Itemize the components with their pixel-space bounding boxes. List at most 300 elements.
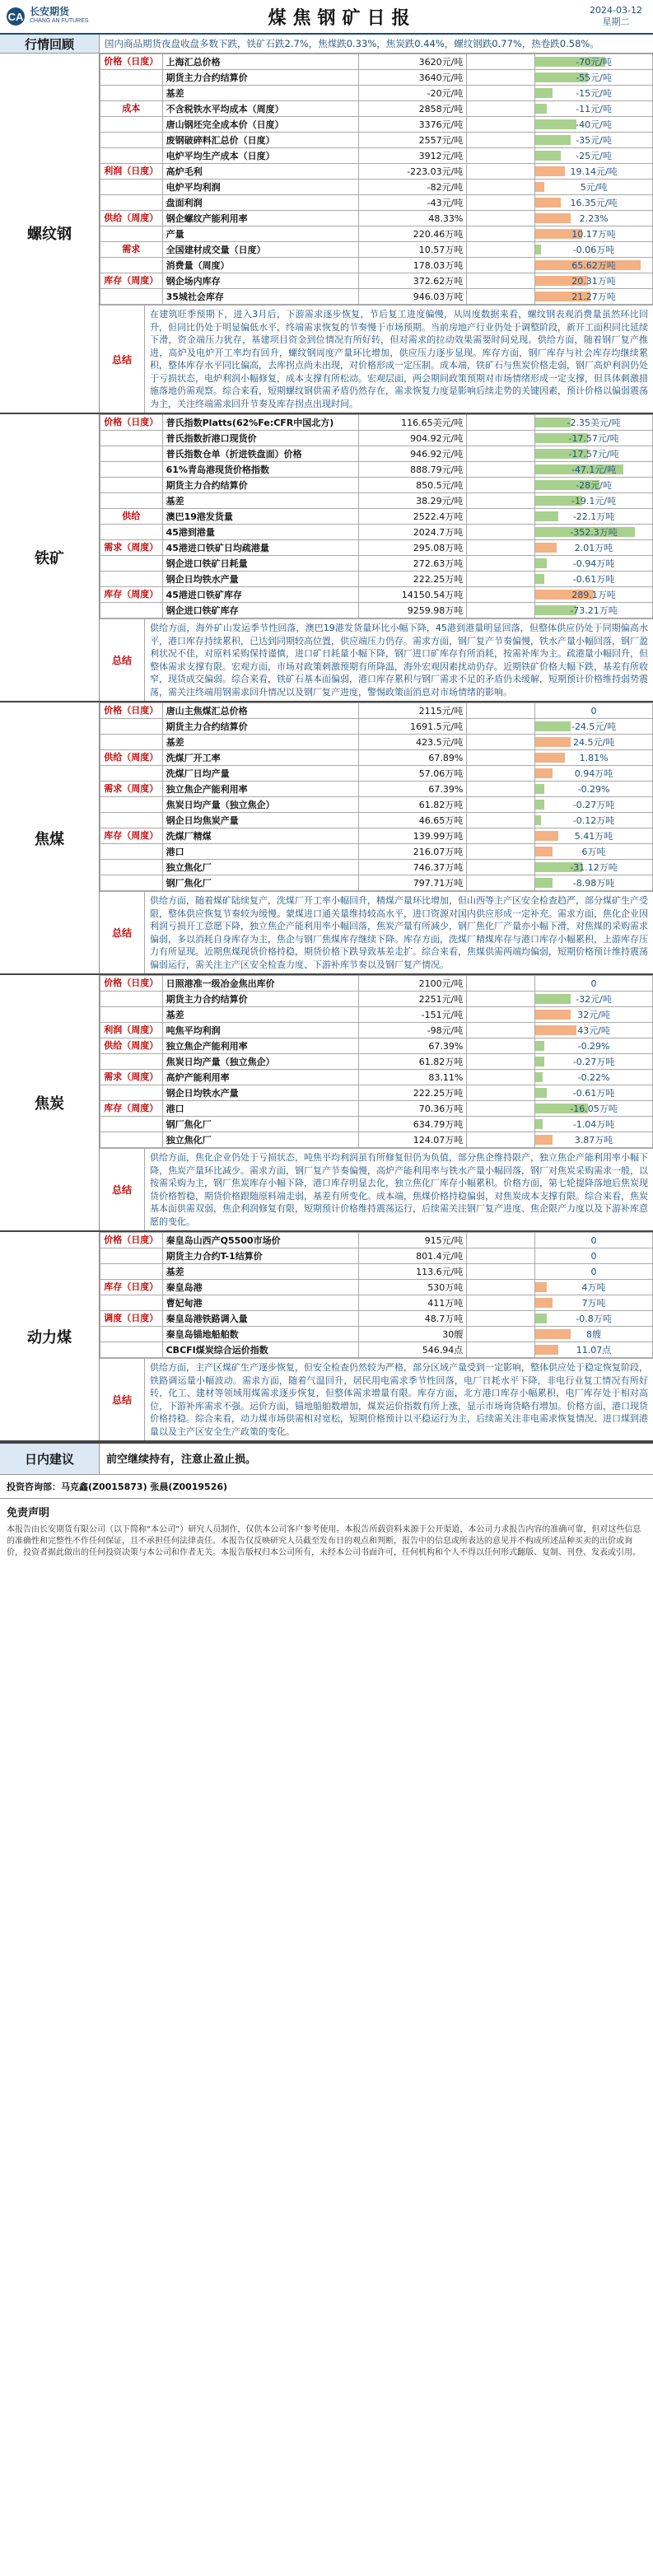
summary-label: 总结: [100, 619, 145, 701]
indicator-table: [100, 414, 653, 618]
indicator-value: -20元/吨: [359, 86, 467, 101]
indicator-change: [535, 992, 653, 1007]
indicator-value: 14150.54万吨: [359, 587, 467, 603]
indicator-value: 295.08万吨: [359, 540, 467, 556]
fall-bar: [535, 151, 561, 161]
indicator-value: 3376元/吨: [359, 117, 467, 133]
indicator-row: [100, 572, 653, 587]
indicator-change-text: -17.57元/吨: [568, 433, 619, 444]
indicator-name: 洗煤厂日均产量: [162, 766, 359, 782]
indicator-category: [100, 525, 163, 540]
indicator-change-text: -35元/吨: [576, 135, 612, 146]
rise-bar: [535, 1329, 571, 1339]
indicator-change-text: -0.29%: [577, 783, 610, 795]
indicator-category: [100, 1117, 163, 1132]
indicator-name: 期货主力合约T-1结算价: [162, 1248, 359, 1264]
indicator-value: 61.82万吨: [359, 1054, 467, 1070]
indicator-change: [535, 860, 653, 875]
commodity-name: 铁矿: [0, 414, 100, 701]
indicator-change: [535, 1132, 653, 1148]
indicator-value: 801.4元/吨: [359, 1248, 467, 1264]
fall-bar: [535, 1088, 547, 1098]
indicator-row: [100, 797, 653, 813]
indicator-change-text: 6万吨: [581, 847, 606, 857]
indicator-change: [535, 133, 653, 148]
indicator-name: 45港进口铁矿库存: [162, 587, 359, 603]
fall-bar: [535, 878, 553, 888]
change-label: [467, 1264, 535, 1280]
indicator-row: [100, 750, 653, 766]
commodity-summary: [100, 618, 653, 701]
indicator-row: [100, 587, 653, 603]
disclaimer-title: 免责声明: [7, 1507, 50, 1519]
indicator-change-text: 65.62万吨: [571, 260, 616, 271]
rise-bar: [535, 198, 561, 208]
indicator-change-text: -28元/吨: [576, 480, 612, 491]
commodity-name: 焦炭: [0, 975, 100, 1230]
indicator-category: 需求（周度）: [100, 1070, 163, 1085]
indicator-change-text: 32元/吨: [577, 1010, 610, 1020]
indicator-change: [535, 242, 653, 258]
change-label: [467, 431, 535, 446]
indicator-change: [535, 1070, 653, 1085]
indicator-row: [100, 1264, 653, 1280]
indicator-name: 钢企日均焦炭产量: [162, 813, 359, 828]
change-label: [467, 1085, 535, 1101]
indicator-category: 价格（日度）: [100, 703, 163, 719]
indicator-value: 222.25万吨: [359, 572, 467, 587]
indicator-value: 67.89%: [359, 750, 467, 766]
change-label: [467, 1132, 535, 1148]
rise-bar: [535, 1010, 571, 1020]
indicator-change: [535, 556, 653, 572]
indicator-change-text: 0.94万吨: [574, 768, 613, 779]
indicator-category: [100, 462, 163, 478]
indicator-value: 3640元/吨: [359, 70, 467, 86]
indicator-category: 价格（日度）: [100, 1233, 163, 1248]
indicator-change: [535, 70, 653, 86]
fall-bar: [535, 1072, 543, 1082]
indicator-name: 产量: [162, 226, 359, 242]
indicator-change: [535, 273, 653, 289]
change-label: [467, 211, 535, 226]
company-logo: [0, 7, 105, 26]
indicator-category: [100, 1295, 163, 1311]
indicator-change-text: 8艘: [586, 1329, 602, 1340]
indicator-name: 普氏指数Platts(62%Fe:CFR中国北方): [162, 415, 359, 431]
market-review-text: 国内商品期货夜盘收盘多数下跌，铁矿石跌2.7%，焦煤跌0.33%，焦炭跌0.44%，螺纹钢跌0.77%，热卷跌0.58%。: [105, 38, 599, 49]
indicator-name: 基差: [162, 1007, 359, 1023]
indicator-value: 888.79元/吨: [359, 462, 467, 478]
indicator-change-text: -25元/吨: [576, 151, 612, 161]
indicator-name: 洗煤厂精煤: [162, 828, 359, 844]
indicator-change-text: -2.35美元/吨: [567, 418, 621, 428]
indicator-value: 530万吨: [359, 1280, 467, 1295]
change-label: [467, 86, 535, 101]
indicator-value: 423.5元/吨: [359, 735, 467, 750]
indicator-value: 272.63万吨: [359, 556, 467, 572]
indicator-change: [535, 289, 653, 305]
indicator-category: [100, 719, 163, 735]
indicator-table: [100, 1232, 653, 1358]
change-label: [467, 1054, 535, 1070]
indicator-category: 需求（周度）: [100, 540, 163, 556]
summary-text: 供给方面，随着煤矿陆续复产，洗煤厂开工率小幅回升，精煤产量环比增加，但山西等主产区安全检查趋严，部分煤矿生产受限，整体供应恢复节奏较为缓慢。蒙煤进口通关量维持较高水平，进口资源对国内供应形成一定补充。需求方面，焦化企业因利润亏损开工意愿下降，独立焦企产能利用率小幅回落，焦炭产量有所减少，钢厂焦化厂产量亦小幅下滑，对焦煤的采购需求偏弱，多以消耗自身库存为主，焦企与钢厂焦煤库存继续下降。库存方面，洗煤厂精煤库存与港口库存小幅累积，上游库存压力有所显现。近期焦煤现货价格持稳，期货价格下跌导致基差走扩。综合来看，焦煤供需两端均偏弱，短期价格预计维持震荡偏弱运行，需关注主产区安全检查力度、下游补库节奏以及钢厂复产情况。: [150, 895, 648, 970]
change-label: [467, 1327, 535, 1342]
change-label: [467, 195, 535, 211]
change-label: [467, 828, 535, 844]
indicator-change: [535, 703, 653, 719]
rise-bar: [535, 1135, 553, 1145]
indicator-table: [100, 702, 653, 891]
indicator-change-text: -0.61万吨: [572, 1088, 615, 1099]
indicator-row: [100, 54, 653, 70]
change-label: [467, 844, 535, 860]
change-label: [467, 289, 535, 305]
indicator-name: 独立焦企产能利用率: [162, 1038, 359, 1054]
indicator-category: [100, 1248, 163, 1264]
indicator-row: [100, 86, 653, 101]
indicator-change-text: -0.27万吨: [572, 800, 615, 810]
indicator-category: [100, 556, 163, 572]
commodity-body: [100, 1232, 653, 1440]
indicator-change-text: 0: [590, 705, 597, 716]
indicator-change-text: -352.3万吨: [570, 527, 618, 538]
change-label: [467, 242, 535, 258]
logo-name-en: CHANG AN FUTURES: [30, 18, 89, 24]
indicator-change-text: 5.41万吨: [574, 831, 613, 842]
indicator-value: 30艘: [359, 1327, 467, 1342]
indicator-row: [100, 1101, 653, 1117]
indicator-name: 期货主力合约结算价: [162, 478, 359, 493]
rise-bar: [535, 1282, 547, 1292]
indicator-name: 钢厂焦化厂: [162, 1117, 359, 1132]
fall-bar: [535, 1119, 543, 1129]
indicator-category: 库存（周度）: [100, 828, 163, 844]
summary-text: 供给方面，海外矿山发运季节性回落，澳巴19港发货量环比小幅下降，45港到港量明显回落，但整体供应仍处于同期偏高水平，港口库存持续累积，已达到同期较高位置，供应端压力仍存。需求方面，钢厂复产节奏偏慢，铁水产量小幅回落，钢厂盈利状况不佳，对原料采购保持谨慎，进口矿日耗量小幅下降，钢厂进口矿库存有所消耗，按需补库为主。疏港量小幅回升，但整体需求支撑有限。宏观方面，市场对政策刺激预期有所降温，海外宏观因素扰动仍存。近期铁矿价格大幅下跌，基差有所收窄，现货成交偏弱。综合来看，铁矿石基本面偏弱，港口库存累积与钢厂需求不足的矛盾仍未缓解，短期预计价格维持弱势震荡，需关注终端用钢需求回升情况以及钢厂复产进度，警惕政策面消息对市场情绪的影响。: [150, 623, 648, 698]
indicator-change: [535, 117, 653, 133]
indicator-change-text: 1.81%: [579, 752, 609, 763]
change-label: [467, 273, 535, 289]
change-label: [467, 493, 535, 509]
indicator-value: 1691.5元/吨: [359, 719, 467, 735]
indicator-change: [535, 797, 653, 813]
indicator-row: [100, 844, 653, 860]
indicator-row: [100, 875, 653, 891]
indicator-row: [100, 164, 653, 180]
change-label: [467, 556, 535, 572]
indicator-change: [535, 431, 653, 446]
indicator-change-text: 2.23%: [579, 212, 609, 224]
rise-bar: [535, 1345, 558, 1355]
indicator-row: [100, 1117, 653, 1132]
indicator-value: 70.36万吨: [359, 1101, 467, 1117]
indicator-value: 946.92元/吨: [359, 446, 467, 462]
indicator-value: 57.06万吨: [359, 766, 467, 782]
indicator-change: [535, 587, 653, 603]
indicator-value: 372.62万吨: [359, 273, 467, 289]
indicator-name: 唐山钢坯完全成本价（日度）: [162, 117, 359, 133]
change-label: [467, 1342, 535, 1358]
indicator-name: 钢企场内库存: [162, 273, 359, 289]
fall-bar: [535, 245, 541, 254]
indicator-row: [100, 493, 653, 509]
rise-bar: [535, 1298, 553, 1308]
indicator-category: [100, 289, 163, 305]
indicator-name: 澳巴19港发货量: [162, 509, 359, 525]
commodity-name: 焦煤: [0, 702, 100, 973]
change-label: [467, 703, 535, 719]
change-label: [467, 750, 535, 766]
indicator-category: 调度（日度）: [100, 1311, 163, 1327]
indicator-row: [100, 180, 653, 195]
indicator-value: 3620元/吨: [359, 54, 467, 70]
indicator-row: [100, 258, 653, 273]
change-label: [467, 766, 535, 782]
indicator-category: [100, 766, 163, 782]
indicator-change-text: 11.07点: [576, 1345, 612, 1356]
indicator-value: 48.33%: [359, 211, 467, 226]
indicator-category: [100, 478, 163, 493]
indicator-change-text: -11元/吨: [576, 104, 612, 114]
indicator-change: [535, 211, 653, 226]
change-label: [467, 1023, 535, 1038]
indicator-row: [100, 289, 653, 305]
change-label: [467, 258, 535, 273]
fall-bar: [535, 418, 571, 427]
fall-bar: [535, 135, 571, 145]
indicator-name: 上海汇总价格: [162, 54, 359, 70]
indicator-name: 曹妃甸港: [162, 1295, 359, 1311]
indicator-value: 38.29元/吨: [359, 493, 467, 509]
indicator-name: 普氏指数仓单（折进铁盘面）价格: [162, 446, 359, 462]
indicator-change: [535, 766, 653, 782]
indicator-category: [100, 992, 163, 1007]
indicator-category: [100, 1007, 163, 1023]
change-label: [467, 813, 535, 828]
rise-bar: [535, 543, 557, 553]
indicator-change-text: -47.1元/吨: [571, 464, 617, 475]
change-label: [467, 1038, 535, 1054]
change-label: [467, 54, 535, 70]
indicator-change-text: 0: [590, 1250, 597, 1262]
change-label: [467, 415, 535, 431]
summary-text: 在建筑旺季预期下，进入3月后，下游需求逐步恢复，节后复工进度偏慢，从周度数据来看，螺纹钢表观消费量虽然环比回升，但同比仍处于明显偏低水平，终端需求恢复的节奏慢于市场预期。当前房地产行业仍处于调整阶段，新开工面积同比延续下滑，资金端压力犹存，基建项目资金到位情况有所好转，但对需求的拉动效果需要时间兑现。供给方面，随着钢厂复产推进，高炉及电炉开工率均有回升，螺纹钢周度产量环比增加，供应压力逐步显现。库存方面，钢厂库存与社会库存均继续累积，整体库存水平同比偏高，去库拐点尚未出现，对价格形成一定压制。成本端，铁矿石与焦炭价格走弱，钢厂高炉利润仍处于亏损状态，电炉利润小幅修复，成本支撑有所松动。宏观层面，两会期间政策预期对市场情绪形成一定支撑，但具体刺激措施落地仍需观察。综合来看，短期螺纹钢供需矛盾仍然存在，需求恢复力度是影响后续走势的关键因素，预计价格以偏弱震荡为主，关注终端需求回升节奏及库存拐点出现时间。: [150, 309, 648, 409]
indicator-category: [100, 603, 163, 618]
indicator-change: [535, 226, 653, 242]
indicator-change-text: 16.35元/吨: [570, 198, 618, 208]
indicator-change: [535, 1117, 653, 1132]
indicator-value: 67.39%: [359, 782, 467, 797]
indicator-row: [100, 1070, 653, 1085]
indicator-name: 焦炭日均产量（独立焦企）: [162, 797, 359, 813]
indicator-row: [100, 1311, 653, 1327]
indicator-name: 钢企进口铁矿日耗量: [162, 556, 359, 572]
commodity-name: 动力煤: [0, 1232, 100, 1440]
indicator-row: [100, 813, 653, 828]
change-label: [467, 133, 535, 148]
indicator-category: [100, 258, 163, 273]
indicator-value: 546.94点: [359, 1342, 467, 1358]
indicator-value: -82元/吨: [359, 180, 467, 195]
logo-icon: CA: [7, 7, 25, 26]
commodity-section: [0, 975, 653, 1232]
change-label: [467, 719, 535, 735]
indicator-change: [535, 750, 653, 766]
indicator-change: [535, 1342, 653, 1358]
indicator-value: 139.99万吨: [359, 828, 467, 844]
indicator-change-text: -22.1万吨: [572, 511, 615, 522]
indicator-value: 124.07万吨: [359, 1132, 467, 1148]
indicator-row: [100, 556, 653, 572]
indicator-category: [100, 735, 163, 750]
rise-bar: [535, 166, 564, 176]
indicator-name: 秦皇岛山西产Q5500市场价: [162, 1233, 359, 1248]
indicator-category: [100, 572, 163, 587]
indicator-value: 178.03万吨: [359, 258, 467, 273]
fall-bar: [535, 558, 547, 568]
indicator-value: 634.79万吨: [359, 1117, 467, 1132]
indicator-row: [100, 703, 653, 719]
indicator-name: 电炉平均利润: [162, 180, 359, 195]
indicator-change: [535, 1280, 653, 1295]
indicator-category: 库存（周度）: [100, 1101, 163, 1117]
indicator-value: 116.65美元/吨: [359, 415, 467, 431]
indicator-row: [100, 195, 653, 211]
indicator-change: [535, 164, 653, 180]
indicator-row: [100, 603, 653, 618]
indicator-change: [535, 493, 653, 509]
indicator-category: 供给: [100, 509, 163, 525]
indicator-category: [100, 446, 163, 462]
indicator-name: 消费量（周度）: [162, 258, 359, 273]
rise-bar: [535, 1025, 576, 1035]
indicator-row: [100, 1233, 653, 1248]
indicator-name: 不含税铁水平均成本（周度）: [162, 101, 359, 117]
commodity-summary: [100, 1148, 653, 1230]
indicator-change: [535, 258, 653, 273]
indicator-value: 904.92元/吨: [359, 431, 467, 446]
fall-bar: [535, 1041, 544, 1051]
indicator-name: 普氏指数折港口现货价: [162, 431, 359, 446]
indicator-name: 独立焦化厂: [162, 1132, 359, 1148]
indicator-category: [100, 431, 163, 446]
fall-bar: [535, 574, 544, 584]
indicator-category: 成本: [100, 101, 163, 117]
indicator-change-text: -15元/吨: [576, 88, 612, 99]
report-date-block: [579, 5, 653, 28]
indicator-row: [100, 273, 653, 289]
indicator-name: 期货主力合约结算价: [162, 992, 359, 1007]
indicator-change-text: -0.22%: [577, 1071, 610, 1083]
indicator-value: 2557元/吨: [359, 133, 467, 148]
indicator-change: [535, 540, 653, 556]
indicator-name: 独立焦化厂: [162, 860, 359, 875]
indicator-change-text: -17.57元/吨: [568, 449, 619, 460]
indicator-value: 2522.4万吨: [359, 509, 467, 525]
commodity-sections: [0, 54, 653, 1442]
indicator-row: [100, 226, 653, 242]
indicator-row: [100, 1248, 653, 1264]
indicator-name: 独立焦企产能利用率: [162, 782, 359, 797]
commodity-summary: [100, 891, 653, 973]
indicator-name: 钢企螺纹产能利用率: [162, 211, 359, 226]
indicator-category: 库存（周度）: [100, 587, 163, 603]
change-label: [467, 1233, 535, 1248]
fall-bar: [535, 119, 576, 129]
indicator-change-text: -40元/吨: [576, 119, 612, 130]
indicator-value: 797.71万吨: [359, 875, 467, 891]
summary-label: 总结: [100, 1359, 145, 1440]
indicator-change: [535, 478, 653, 493]
change-label: [467, 525, 535, 540]
commodity-body: [100, 414, 653, 701]
indicator-name: 焦炭日均产量（独立焦企）: [162, 1054, 359, 1070]
fall-bar: [535, 511, 558, 521]
change-label: [467, 735, 535, 750]
report-weekday: 星期二: [602, 16, 630, 27]
change-label: [467, 1117, 535, 1132]
indicator-change: [535, 1085, 653, 1101]
indicator-change: [535, 525, 653, 540]
intraday-advice-text: 前空继续持有，注意止盈止损。: [106, 1454, 257, 1466]
indicator-change-text: -0.8万吨: [576, 1314, 612, 1324]
indicator-row: [100, 509, 653, 525]
commodity-section: [0, 702, 653, 975]
indicator-value: 411万吨: [359, 1295, 467, 1311]
indicator-row: [100, 70, 653, 86]
indicator-change-text: 0: [590, 1266, 597, 1277]
indicator-category: 需求（周度）: [100, 782, 163, 797]
summary-text: 供给方面，焦化企业仍处于亏损状态，吨焦平均利润虽有所修复但仍为负值，部分焦企维持限产，独立焦企产能利用率小幅下降，焦炭产量环比减少。需求方面，钢厂复产节奏偏慢，高炉产能利用率与铁水产量小幅回落，钢厂对焦炭采购需求一般，以按需采购为主，钢厂焦炭库存小幅下降，港口库存明显去化，独立焦化厂库存小幅累积。价格方面，第七轮提降落地后焦炭现货价格暂稳，期货价格跟随原料端走弱，基差有所变化。成本端，焦煤价格持稳偏弱，对焦炭成本支撑有限。综合来看，焦炭基本面供需双弱，焦企利润修复有限，短期预计价格维持震荡运行，后续需关注钢厂复产进度、焦企限产力度以及下游补库意愿的变化。: [150, 1152, 648, 1227]
indicator-change-text: -24.5元/吨: [571, 721, 617, 732]
change-label: [467, 572, 535, 587]
indicator-row: [100, 976, 653, 992]
rise-bar: [535, 753, 564, 763]
change-label: [467, 509, 535, 525]
indicator-name: 基差: [162, 735, 359, 750]
indicator-name: 秦皇岛锚地船舶数: [162, 1327, 359, 1342]
indicator-category: 利润（日度）: [100, 164, 163, 180]
fall-bar: [535, 1057, 544, 1066]
indicator-value: -151元/吨: [359, 1007, 467, 1023]
indicator-change-text: 19.14元/吨: [570, 166, 618, 177]
indicator-change: [535, 195, 653, 211]
indicator-row: [100, 828, 653, 844]
indicator-category: [100, 1085, 163, 1101]
indicator-category: 供给（周度）: [100, 1038, 163, 1054]
indicator-value: 946.03万吨: [359, 289, 467, 305]
indicator-name: CBCFI煤炭综合运价指数: [162, 1342, 359, 1358]
indicator-change: [535, 1264, 653, 1280]
indicator-category: [100, 195, 163, 211]
indicator-category: 利润（周度）: [100, 1023, 163, 1038]
change-label: [467, 70, 535, 86]
indicator-value: 216.07万吨: [359, 844, 467, 860]
indicator-change-text: 0: [590, 1234, 597, 1246]
indicator-row: [100, 766, 653, 782]
indicator-change: [535, 148, 653, 164]
report-date: 2024-03-12: [590, 5, 642, 16]
indicator-change-text: 289.1万吨: [571, 590, 616, 600]
indicator-value: 746.37万吨: [359, 860, 467, 875]
change-label: [467, 875, 535, 891]
change-label: [467, 164, 535, 180]
indicator-change: [535, 1311, 653, 1327]
indicator-row: [100, 1295, 653, 1311]
indicator-category: 需求: [100, 242, 163, 258]
indicator-value: 67.39%: [359, 1038, 467, 1054]
